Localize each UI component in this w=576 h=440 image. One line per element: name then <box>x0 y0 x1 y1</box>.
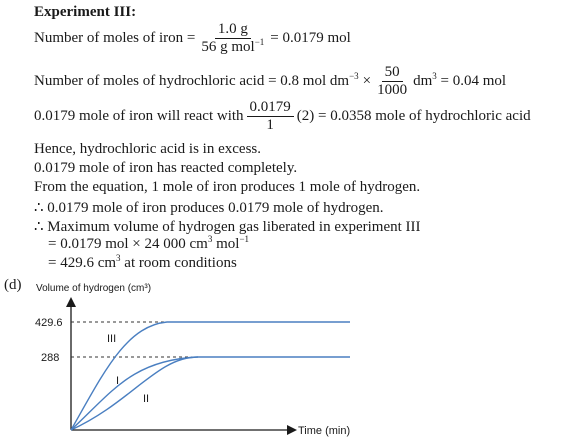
x-axis-label: Time (min) <box>298 425 351 437</box>
iron-fraction-numerator: 1.0 g <box>215 22 251 39</box>
text-line-therefore-2: ∴ Maximum volume of hydrogen gas liberated in experiment III <box>34 219 421 235</box>
text-line-equation: From the equation, 1 mole of iron produces 1 mole of hydrogen. <box>34 179 421 195</box>
curve-i <box>71 357 350 430</box>
acid-moles-result: $dm^3 = 0.04$ mol <box>413 71 507 89</box>
curve-ii <box>71 357 198 430</box>
reaction-prefix: 0.0179 mole of iron will react with <box>34 108 244 124</box>
y-tick-label-429-6: 429.6 <box>35 317 63 329</box>
text-line-complete: 0.0179 mole of iron has reacted completely. <box>34 160 298 176</box>
text-line-excess: Hence, hydrochloric acid is in excess. <box>34 141 261 157</box>
reaction-result: (2) = 0.0358 mole of hydrochloric acid <box>296 108 531 124</box>
reaction-fraction-numerator: 0.0179 <box>247 100 294 117</box>
acid-fraction-denominator: 1000 <box>377 82 408 98</box>
text-line-answer: = 429.6 $cm^3$ at room conditions <box>48 253 237 271</box>
iron-fraction-denominator: 56 g mol$^{-1}$ <box>201 37 265 55</box>
curve-label-ii: II <box>143 393 150 405</box>
acid-moles-line: Number of moles of hydrochloric acid = 0.8 mol $dm^{-3}$ × $\frac{50}{1000}$ $dm^3 = 0.04$ mol <box>34 64 507 98</box>
acid-fraction-numerator: 50 <box>382 65 403 82</box>
text-line-therefore-1: ∴ 0.0179 mole of iron produces 0.0179 mole of hydrogen. <box>34 200 384 216</box>
section-heading: Experiment III: <box>34 4 137 20</box>
curve-label-i: I <box>116 375 120 387</box>
text-line-calc: = 0.0179 mol × 24 000 $cm^3$ mol$^{-1}$ <box>48 234 250 252</box>
part-label: (d) <box>4 277 22 293</box>
acid-moles-prefix: Number of moles of hydrochloric acid = 0.8 mol $dm^{-3}$ <box>34 71 359 89</box>
y-tick-label-288: 288 <box>41 352 60 364</box>
reaction-fraction-denominator: 1 <box>266 117 274 133</box>
iron-moles-result: = 0.0179 mol <box>270 30 351 46</box>
iron-moles-prefix: Number of moles of iron = <box>34 30 196 46</box>
curve-label-iii: III <box>107 333 117 345</box>
y-axis-label: Volume of hydrogen (cm³) <box>36 283 152 294</box>
